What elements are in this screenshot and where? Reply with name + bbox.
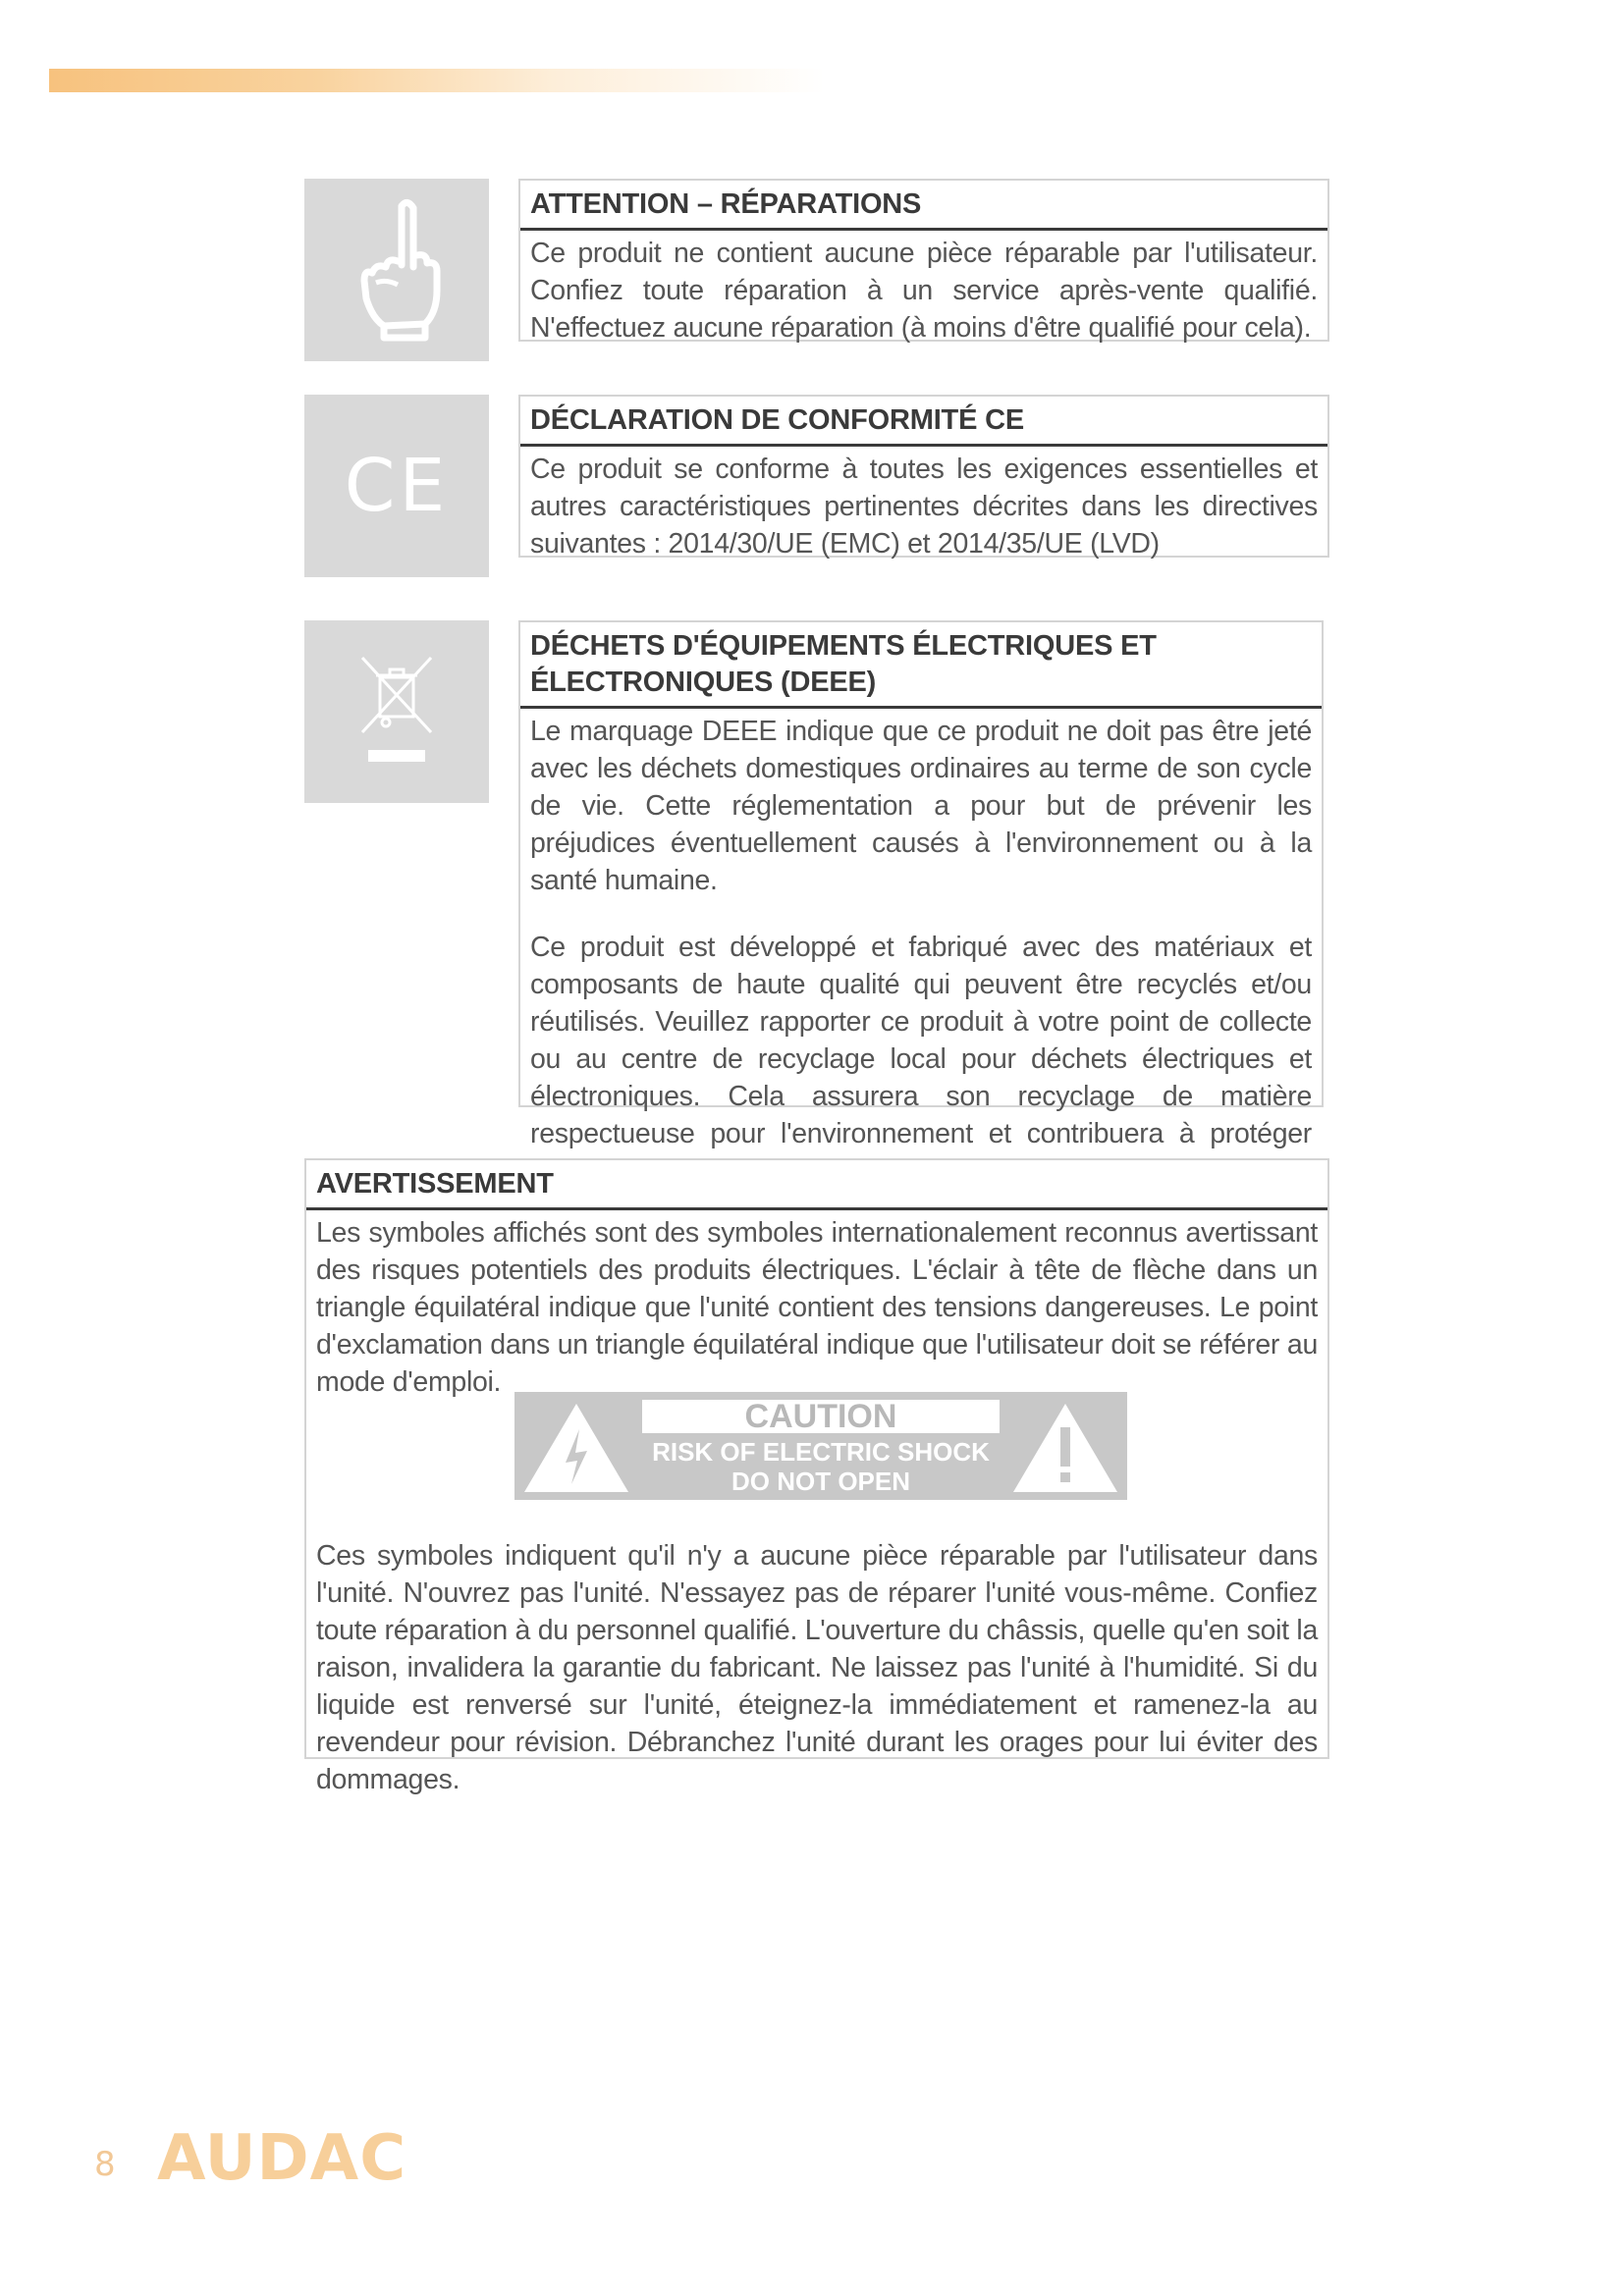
header-accent-bar — [49, 69, 825, 92]
warning-text-1: Les symboles affichés sont des symboles internationalement reconnus avertissant des risques potentiels des produits électriques. L'éclair à tête de flèche dans un triangle équilatéral indique que l'unité contient des tensions dangereuses. Le point d'exclamation dans un triangle équilatéral indique que l'utilisateur doit se référer au mode d'emploi. — [316, 1217, 1318, 1398]
weee-title: DÉCHETS D'ÉQUIPEMENTS ÉLECTRIQUES ET ÉLECTRONIQUES (DEEE) — [520, 622, 1322, 709]
exclamation-triangle-icon — [1011, 1402, 1119, 1494]
weee-text-2: Ce produit est développé et fabriqué avec des matériaux et composants de haute qualité qui peuvent être recyclés et/ou réutilisés. Veuillez rapporter ce produit à votre point de collecte ou au centre de recyclage local pour déchets électriques et électroniques. Cela assurera son recyclage de matière respectueuse pour l'environnement et contribuera à protéger — [530, 932, 1312, 1149]
weee-box — [518, 620, 1324, 1149]
caution-line-2: DO NOT OPEN — [731, 1467, 910, 1496]
caution-label — [514, 1392, 1127, 1500]
ce-title: DÉCLARATION DE CONFORMITÉ CE — [520, 397, 1327, 447]
weee-text-1: Le marquage DEEE indique que ce produit ne doit pas être jeté avec les déchets domestiques ordinaires au terme de son cycle de vie. Cette réglementation a pour but de prévenir les préjudices éventuellement causés à l'environnement ou à la santé humaine. — [530, 716, 1312, 896]
ce-box — [518, 395, 1329, 558]
repairs-body — [520, 231, 1327, 350]
lightning-triangle-icon — [522, 1402, 630, 1494]
ce-mark-text: CE — [344, 444, 450, 528]
warning-title: AVERTISSEMENT — [306, 1160, 1327, 1210]
page-number: 8 — [94, 2145, 116, 2184]
ce-body — [520, 447, 1327, 566]
warning-body-2 — [306, 1533, 1327, 1802]
ce-text: Ce produit se conforme à toutes les exigences essentielles et autres caractéristiques pertinentes décrites dans les directives suivantes : 2014/30/UE (EMC) et 2014/35/UE (LVD) — [530, 454, 1318, 560]
caution-heading: CAUTION — [642, 1400, 1000, 1433]
crossed-bin-icon — [304, 620, 489, 803]
repairs-title: ATTENTION – RÉPARATIONS — [520, 181, 1327, 231]
weee-body — [520, 709, 1322, 1194]
caution-line-1: RISK OF ELECTRIC SHOCK — [652, 1437, 990, 1467]
repairs-box — [518, 179, 1329, 342]
repairs-text: Ce produit ne contient aucune pièce réparable par l'utilisateur. Confiez toute réparation à un service après-vente qualifié. N'effectuez aucune réparation (à moins d'être qualifié pour cela). — [530, 238, 1318, 344]
pointing-hand-icon — [304, 179, 489, 361]
warning-text-2: Ces symboles indiquent qu'il n'y a aucune pièce réparable par l'utilisateur dans l'unité. N'ouvrez pas l'unité. N'essayez pas de réparer l'unité vous-même. Confiez toute réparation à du personnel qualifié. L'ouverture du châssis, quelle qu'en soit la raison, invalidera la garantie du fabricant. Ne laissez pas l'unité à l'humidité. Si du liquide est renversé sur l'unité, éteignez-la immédiatement et ramenez-la au revendeur pour révision. Débranchez l'unité durant les orages pour lui éviter des dommages. — [316, 1540, 1318, 1795]
ce-mark-icon — [304, 395, 489, 577]
warning-body-1 — [306, 1210, 1327, 1405]
brand-logo: AUDAC — [157, 2122, 407, 2195]
